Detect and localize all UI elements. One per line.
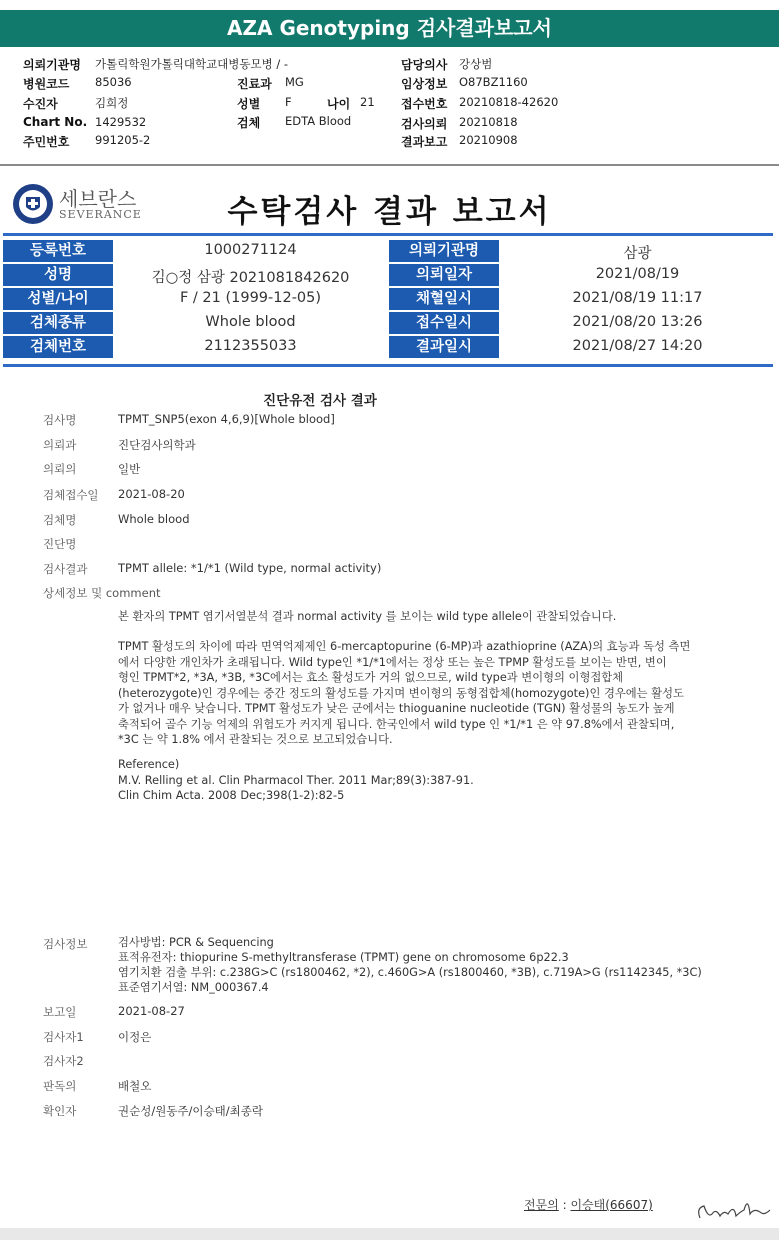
result-summary: 본 환자의 TPMT 염기서열분석 결과 normal activity 를 보이는 wild type allele이 관찰되었습니다. xyxy=(118,610,617,623)
field-value-result: TPMT allele: *1/*1 (Wild type, normal activity) xyxy=(118,561,382,575)
value-registration-no: 1000271124 xyxy=(204,242,297,258)
info-table-bottom-line xyxy=(3,364,773,367)
label-registration-no: 등록번호 xyxy=(3,240,113,262)
header-label-age: 나이 xyxy=(327,97,351,111)
label-result-time: 결과일시 xyxy=(389,336,499,358)
header-value-age: 21 xyxy=(360,95,375,109)
value-requesting-institution: 삼광 xyxy=(623,246,652,262)
header-value-clinical-info: O87BZ1160 xyxy=(459,75,528,89)
header-value-receipt-no: 20210818-42620 xyxy=(459,95,559,109)
field-label-confirmer: 확인자 xyxy=(43,1104,77,1118)
header-value-doctor: 강상범 xyxy=(459,57,493,71)
method-line: 표준염기서열: NM_000367.4 xyxy=(118,981,269,994)
field-value-doctor: 일반 xyxy=(118,462,141,476)
label-receipt-time: 접수일시 xyxy=(389,312,499,334)
header-label-report-date: 결과보고 xyxy=(401,135,448,149)
header-value-institution: 가톨릭학원가톨릭대학교대병동모병 / - xyxy=(95,57,289,71)
header-value-sex: F xyxy=(285,95,292,109)
field-value-department: 진단검사의학과 xyxy=(118,438,196,452)
field-label-report-date: 보고일 xyxy=(43,1005,77,1019)
label-sex-age: 성별/나이 xyxy=(3,288,113,310)
field-value-confirmer: 권순성/원동주/이승태/최종락 xyxy=(118,1104,263,1118)
field-label-reader: 판독의 xyxy=(43,1079,77,1093)
method-info xyxy=(118,935,702,995)
explanation-line: 축적되어 골수 기능 억제의 위험도가 커지게 됩니다. 한국인에서 wild type 인 *1/*1 은 약 97.8%에서 관찰되며, xyxy=(118,717,675,731)
explanation-line: 에서 다양한 개인차가 초래됩니다. Wild type인 *1/*1에서는 정상 또는 높은 TPMP 활성도를 보이는 반면, 변이 xyxy=(118,655,667,669)
field-label-result: 검사결과 xyxy=(43,562,88,576)
logo-text-en: SEVERANCE xyxy=(59,208,142,221)
header-label-doctor: 담당의사 xyxy=(401,58,448,72)
header-label-patient: 수진자 xyxy=(23,97,58,111)
field-value-report-date: 2021-08-27 xyxy=(118,1004,185,1018)
report-title: 수탁검사 결과 보고서 xyxy=(227,194,552,230)
value-request-date: 2021/08/19 xyxy=(595,266,680,282)
logo-text-kr: 세브란스 xyxy=(59,187,137,211)
result-section-title: 진단유전 검사 결과 xyxy=(263,393,377,409)
header-label-specimen: 검체 xyxy=(237,116,261,130)
header-info xyxy=(0,52,779,162)
field-label-tester1: 검사자1 xyxy=(43,1030,84,1044)
header-divider xyxy=(0,164,779,166)
field-value-reader: 배철오 xyxy=(118,1079,152,1093)
references xyxy=(118,757,474,804)
header-label-department: 진료과 xyxy=(237,77,272,91)
label-request-date: 의뢰일자 xyxy=(389,264,499,286)
header-value-resident-no: 991205-2 xyxy=(95,133,151,147)
label-specimen-no: 검체번호 xyxy=(3,336,113,358)
method-line: 검사방법: PCR & Sequencing xyxy=(118,936,274,949)
field-label-specimen-name: 검체명 xyxy=(43,513,77,527)
specialist-name: 이승태(66607) xyxy=(570,1198,653,1212)
field-value-test-name: TPMT_SNP5(exon 4,6,9)[Whole blood] xyxy=(118,412,335,426)
field-value-specimen-name: Whole blood xyxy=(118,512,190,526)
explanation-line: TPMT 활성도의 차이에 따라 면역억제제인 6-mercaptopurine (6-MP)과 azathioprine (AZA)의 효능과 독성 측면 xyxy=(118,640,691,653)
value-name: 김○정 삼광 2021081842620 xyxy=(151,270,350,286)
field-label-department: 의뢰과 xyxy=(43,438,77,452)
header-label-request-date: 검사의뢰 xyxy=(401,117,448,131)
detail-comment-label: 상세정보 및 comment xyxy=(43,586,161,600)
field-label-doctor: 의뢰의 xyxy=(43,462,77,476)
reference-line: M.V. Relling et al. Clin Pharmacol Ther. 2011 Mar;89(3):387-91. xyxy=(118,773,474,787)
report-banner-title: AZA Genotyping 검사결과보고서 xyxy=(0,10,779,47)
header-label-resident-no: 주민번호 xyxy=(23,135,70,149)
header-value-request-date: 20210818 xyxy=(459,115,518,129)
explanation-line: 가 없거나 매우 낮습니다. TPMT 활성도가 낮은 군에서는 thioguanine nucleotide (TGN) 활성물의 농도가 높게 xyxy=(118,702,675,715)
header-value-hospital-code: 85036 xyxy=(95,75,132,89)
header-label-chart-no: Chart No. xyxy=(23,115,88,129)
value-receipt-time: 2021/08/20 13:26 xyxy=(572,314,703,330)
header-value-specimen: EDTA Blood xyxy=(285,114,352,128)
method-line: 표적유전자: thiopurine S-methyltransferase (TPMT) gene on chromosome 6p22.3 xyxy=(118,951,569,964)
result-explanation xyxy=(118,639,738,748)
label-requesting-institution: 의뢰기관명 xyxy=(389,240,499,262)
header-label-hospital-code: 병원코드 xyxy=(23,77,70,91)
field-value-receipt-date: 2021-08-20 xyxy=(118,487,185,501)
label-specimen-type: 검체종류 xyxy=(3,312,113,334)
explanation-line: *3C 는 약 1.8% 에서 관찰되는 것으로 보고되었습니다. xyxy=(118,733,393,746)
method-label: 검사정보 xyxy=(43,937,88,951)
field-label-receipt-date: 검체접수일 xyxy=(43,488,99,502)
header-value-department: MG xyxy=(285,75,304,89)
page-bottom-bar xyxy=(0,1228,779,1240)
header-value-report-date: 20210908 xyxy=(459,133,518,147)
specialist-separator: : xyxy=(558,1198,571,1212)
header-label-institution: 의뢰기관명 xyxy=(23,58,81,72)
header-label-clinical-info: 임상정보 xyxy=(401,77,448,91)
label-name: 성명 xyxy=(3,264,113,286)
value-specimen-type: Whole blood xyxy=(205,314,296,330)
patient-info-table xyxy=(0,240,779,362)
specialist xyxy=(524,1196,653,1213)
method-line: 염기치환 검출 부위: c.238G>C (rs1800462, *2), c.460G>A (rs1800460, *3B), c.719A>G (rs1142345, *3C) xyxy=(118,966,702,979)
field-label-diagnosis: 진단명 xyxy=(43,537,77,551)
reference-line: Clin Chim Acta. 2008 Dec;398(1-2):82-5 xyxy=(118,789,345,802)
field-label-tester2: 검사자2 xyxy=(43,1054,84,1068)
value-sex-age: F / 21 (1999-12-05) xyxy=(179,290,322,306)
header-label-receipt-no: 접수번호 xyxy=(401,97,448,111)
header-value-chart-no: 1429532 xyxy=(95,115,147,129)
value-collection-time: 2021/08/19 11:17 xyxy=(572,290,703,306)
signature-icon xyxy=(690,1188,776,1228)
info-table-top-line xyxy=(3,233,773,236)
explanation-line: 형인 TPMT*2, *3A, *3B, *3C에서는 효소 활성도가 거의 없으므로, wild type과 변이형의 이형접합체 xyxy=(118,671,624,684)
field-value-tester1: 이정은 xyxy=(118,1030,152,1044)
reference-heading: Reference) xyxy=(118,758,180,771)
explanation-line: (heterozygote)인 경우에는 중간 정도의 활성도를 가지며 변이형의 동형접합체(homozygote)인 경우에는 활성도 xyxy=(118,686,684,700)
value-specimen-no: 2112355033 xyxy=(204,338,297,354)
specialist-label: 전문의 xyxy=(524,1198,559,1212)
header-label-sex: 성별 xyxy=(237,97,261,111)
field-label-test-name: 검사명 xyxy=(43,413,77,427)
header-value-patient: 김희정 xyxy=(95,96,129,110)
value-result-time: 2021/08/27 14:20 xyxy=(572,338,703,354)
label-collection-time: 채혈일시 xyxy=(389,288,499,310)
